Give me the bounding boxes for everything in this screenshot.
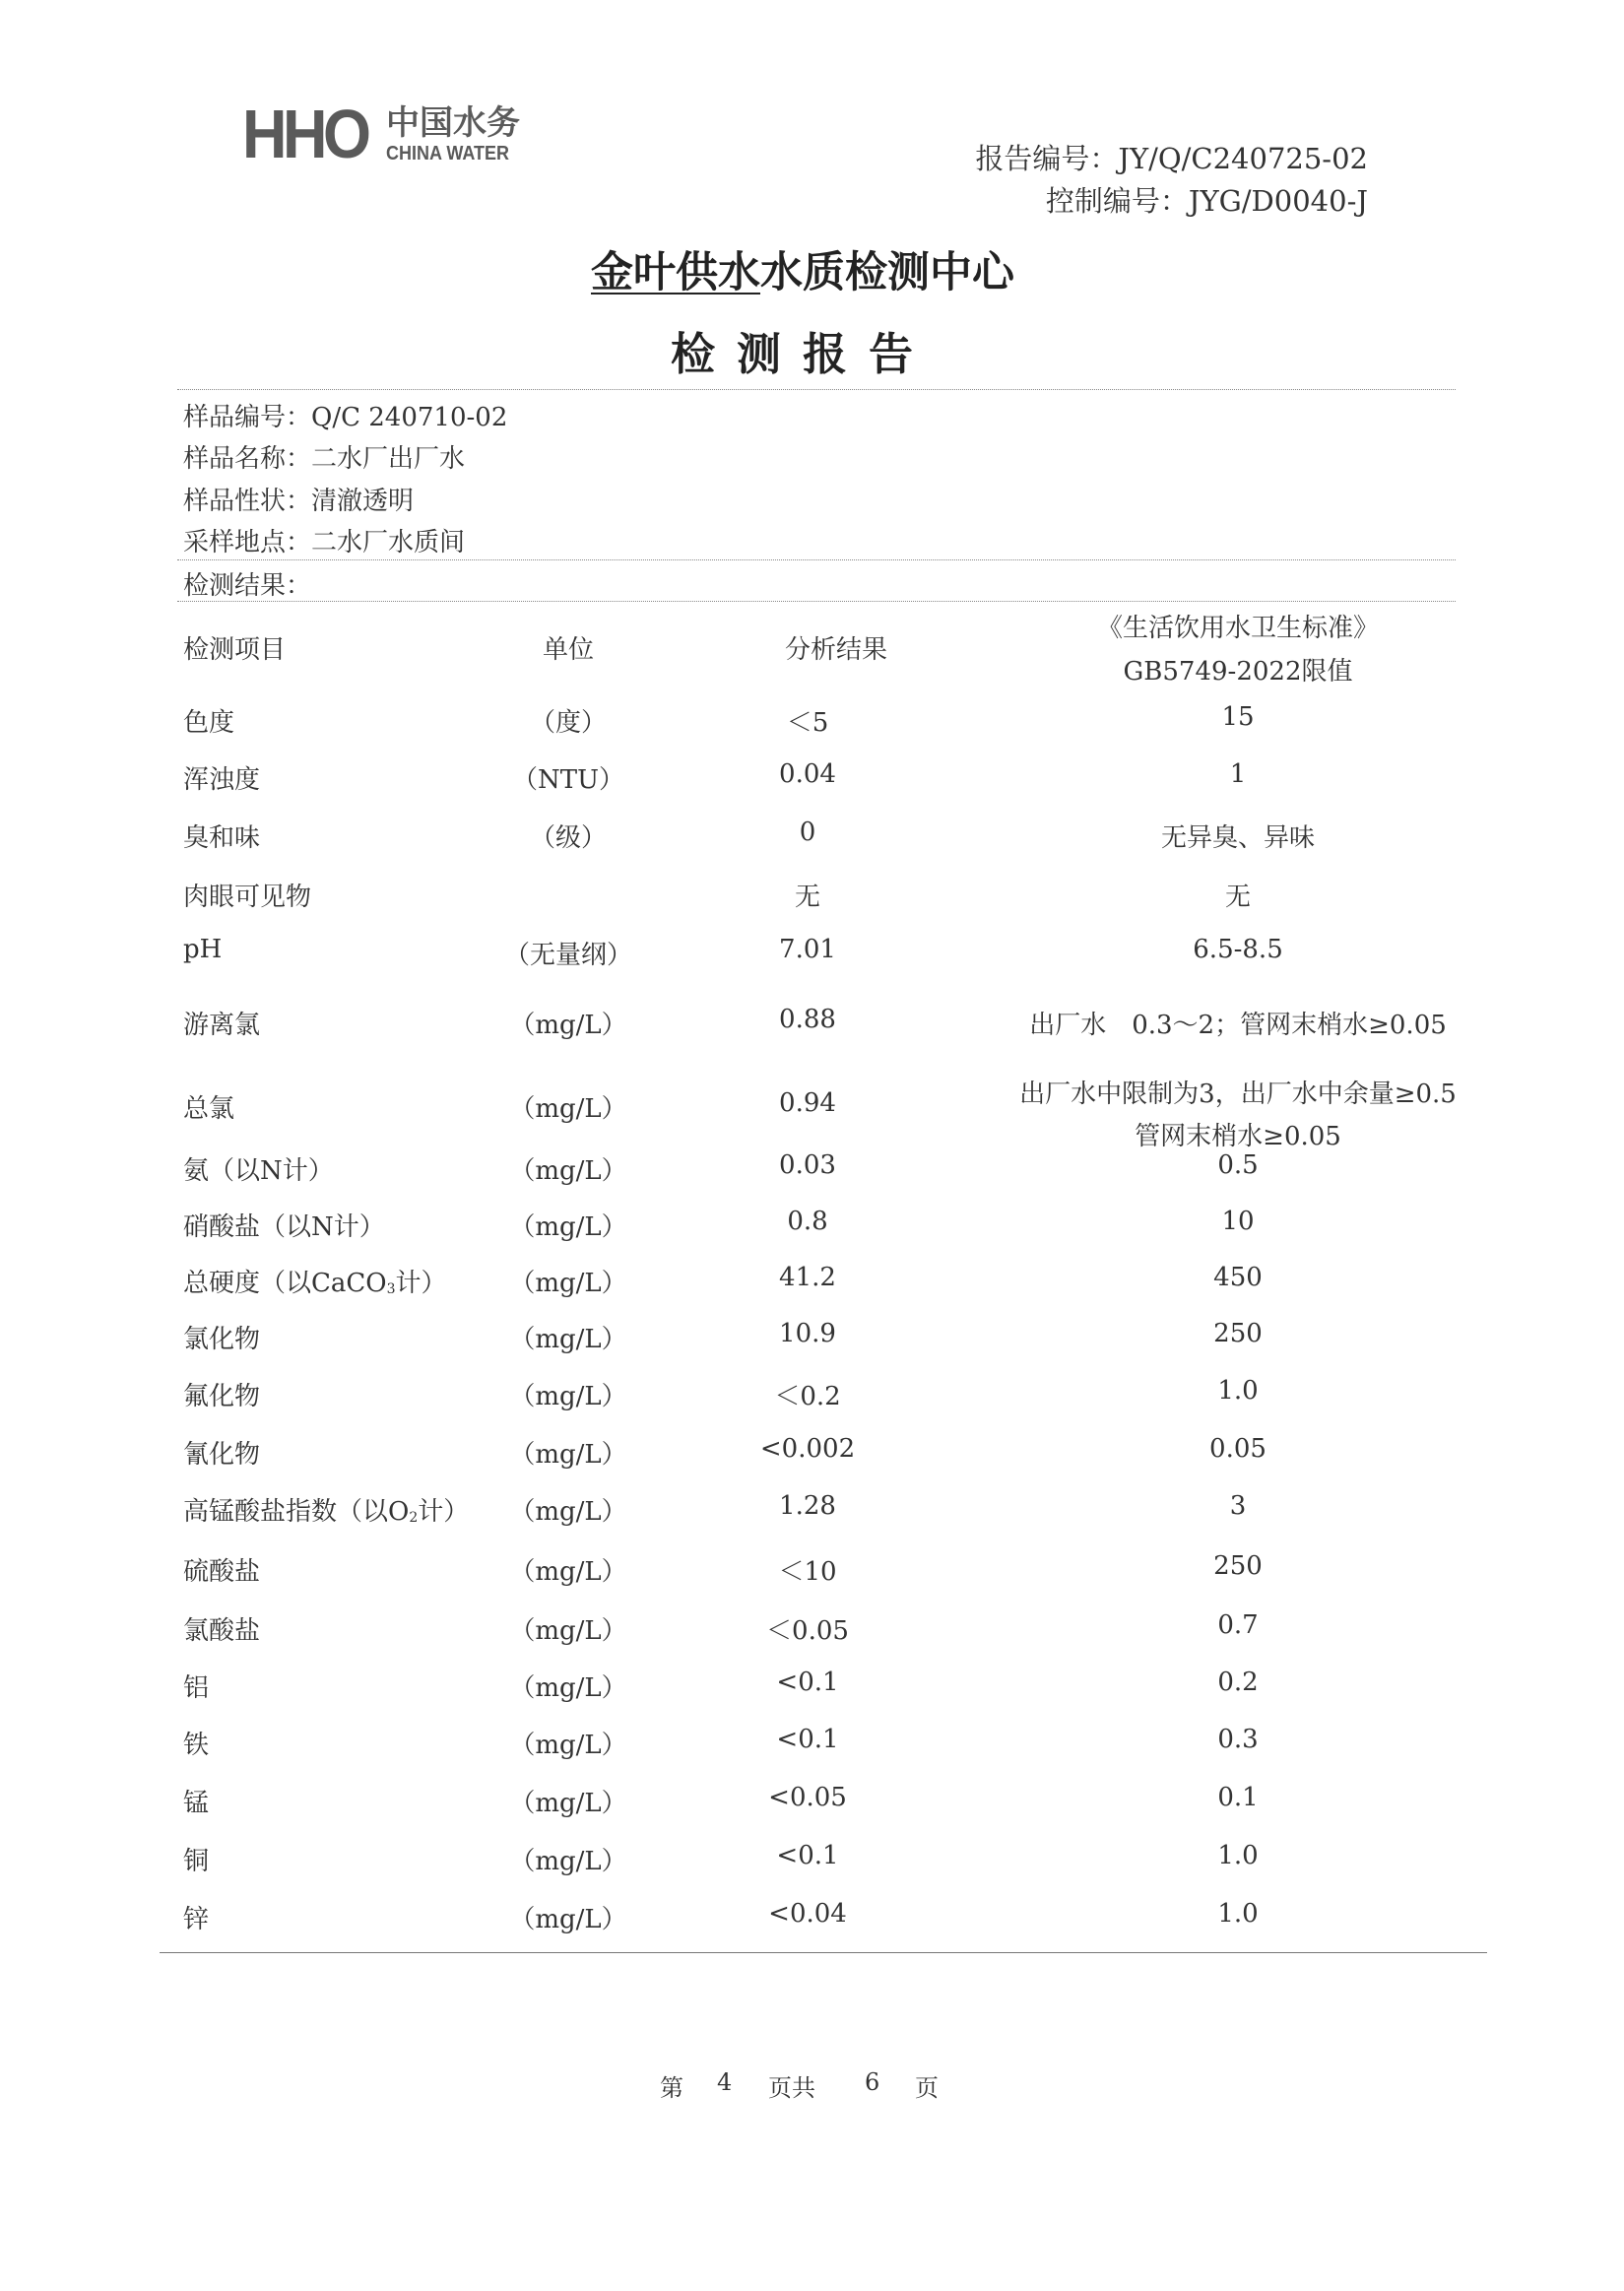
row-result: ＜0.05 (766, 1616, 849, 1646)
page-middle: 页共 (768, 2074, 815, 2102)
row-unit: （mg/L） (509, 1094, 627, 1124)
page-suffix: 页 (915, 2074, 939, 2102)
row-item: 铝 (183, 1673, 210, 1703)
row-limit: 0.1 (1217, 1783, 1259, 1812)
report-number: 报告编号：JY/Q/C240725-02 (975, 142, 1368, 175)
results-label: 检测结果： (183, 571, 312, 601)
row-unit: （mg/L） (509, 1673, 627, 1703)
row-item: 氟化物 (183, 1382, 261, 1411)
row-result: 10.9 (779, 1319, 836, 1348)
row-item: 硫酸盐 (183, 1557, 261, 1587)
rule-table-bottom (160, 1952, 1487, 1953)
row-item: 总氯 (183, 1094, 235, 1124)
row-limit: 250 (1213, 1551, 1263, 1581)
row-result: ＜0.2 (774, 1382, 841, 1411)
control-number: 控制编号：JYG/D0040-J (1045, 184, 1368, 218)
row-unit: （mg/L） (509, 1847, 627, 1876)
document-title: 检测报告 (670, 328, 935, 380)
row-result: 0 (799, 818, 816, 847)
row-item: 锰 (183, 1789, 210, 1818)
row-unit: （NTU） (511, 765, 625, 795)
row-limit: 无 (1224, 883, 1252, 912)
row-item (183, 1491, 469, 1528)
row-result: 0.8 (787, 1207, 828, 1236)
row-item-subscript: 3 (386, 1281, 396, 1297)
row-item: 游离氯 (183, 1011, 261, 1040)
sample-number: 样品编号：Q/C 240710-02 (183, 403, 508, 432)
page-total: 6 (865, 2068, 880, 2096)
row-result: 7.01 (779, 935, 836, 964)
row-item (183, 1263, 447, 1299)
row-limit: 无异臭、异味 (1160, 823, 1316, 853)
row-item: 臭和味 (183, 823, 261, 853)
row-item: 铁 (183, 1731, 210, 1760)
rule-before-results (177, 559, 1456, 560)
row-result: <0.05 (768, 1783, 847, 1812)
row-item-text-end: 计） (418, 1497, 470, 1527)
row-limit: 3 (1229, 1491, 1247, 1521)
company-logo (242, 98, 538, 177)
header-item: 检测项目 (183, 635, 287, 665)
row-item: 氰化物 (183, 1440, 261, 1470)
row-limit-line2: 管网末梢水≥0.05 (1135, 1122, 1341, 1151)
row-result: <0.1 (776, 1841, 839, 1870)
row-unit: （mg/L） (509, 1557, 627, 1587)
header-limit-code: GB5749-2022限值 (1123, 657, 1353, 687)
row-item-text: 总硬度（以CaCO (183, 1269, 387, 1298)
row-limit: 1.0 (1217, 1899, 1259, 1929)
header-limit-standard: 《生活饮用水卫生标准》 (1096, 614, 1380, 643)
row-limit: 450 (1213, 1263, 1263, 1292)
row-item: 硝酸盐（以N计） (183, 1212, 385, 1242)
organization-title-underlined: 金叶供水 (591, 248, 760, 297)
row-item-text: 高锰酸盐指数（以O (183, 1497, 410, 1527)
sampling-location: 采样地点：二水厂水质间 (183, 528, 466, 557)
organization-title-rest: 水质检测中心 (760, 248, 1014, 297)
row-limit: 250 (1213, 1319, 1263, 1348)
row-item: 色度 (183, 708, 235, 738)
page-number: 4 (717, 2068, 733, 2096)
row-limit: 0.7 (1217, 1610, 1259, 1640)
row-result: 1.28 (779, 1491, 836, 1521)
row-result: 0.88 (779, 1005, 836, 1034)
row-item: 肉眼可见物 (183, 883, 312, 912)
row-unit: （级） (529, 823, 608, 853)
row-result: <0.04 (768, 1899, 847, 1929)
row-unit: （度） (529, 708, 608, 738)
row-limit: 0.3 (1217, 1725, 1259, 1754)
logo-name-en: CHINA WATER (386, 143, 510, 164)
row-unit: （mg/L） (509, 1325, 627, 1354)
row-unit: （mg/L） (509, 1269, 627, 1298)
row-unit: （mg/L） (509, 1731, 627, 1760)
row-item: 锌 (183, 1905, 210, 1934)
row-item: 浑浊度 (183, 765, 261, 795)
organization-title (0, 239, 1605, 299)
page-prefix: 第 (660, 2074, 683, 2102)
row-result: <0.002 (759, 1434, 856, 1464)
logo-name-cn: 中国水务 (386, 103, 520, 143)
row-item: 铜 (183, 1847, 210, 1876)
row-item: 氨（以N计） (183, 1156, 334, 1186)
header-result: 分析结果 (784, 635, 888, 665)
row-item: 氯化物 (183, 1325, 261, 1354)
row-limit: 0.5 (1217, 1150, 1259, 1180)
row-result: ＜5 (786, 708, 829, 738)
rule-after-results (177, 601, 1456, 602)
row-unit: （mg/L） (509, 1011, 627, 1040)
row-result: 无 (794, 883, 821, 912)
row-result: <0.1 (776, 1725, 839, 1754)
row-unit: （mg/L） (509, 1789, 627, 1818)
row-unit: （mg/L） (509, 1440, 627, 1470)
row-item: pH (183, 935, 223, 964)
row-limit: 1 (1229, 759, 1247, 789)
row-unit: （mg/L） (509, 1382, 627, 1411)
row-limit: 0.2 (1217, 1668, 1259, 1697)
row-limit: 10 (1221, 1207, 1255, 1236)
row-result: 0.03 (779, 1150, 836, 1180)
row-item: 氯酸盐 (183, 1616, 261, 1646)
row-result: <0.1 (776, 1668, 839, 1697)
sample-appearance: 样品性状：清澈透明 (183, 487, 415, 516)
row-limit: 出厂水中限制为3，出厂水中余量≥0.5 (1019, 1080, 1457, 1109)
logo-mark: HHO (242, 96, 367, 172)
row-limit: 6.5-8.5 (1193, 935, 1283, 964)
row-unit: （mg/L） (509, 1156, 627, 1186)
row-limit: 15 (1221, 702, 1255, 732)
row-result: 0.94 (779, 1088, 836, 1118)
header-unit: 单位 (542, 635, 595, 665)
row-result: ＜10 (778, 1557, 837, 1587)
row-result: 41.2 (779, 1263, 836, 1292)
row-result: 0.04 (779, 759, 836, 789)
row-limit: 1.0 (1217, 1841, 1259, 1870)
row-item-subscript: 2 (409, 1510, 419, 1526)
row-unit: （mg/L） (509, 1905, 627, 1934)
rule-top (177, 389, 1456, 390)
row-limit: 0.05 (1209, 1434, 1267, 1464)
row-unit: （mg/L） (509, 1497, 627, 1527)
row-item-text-end: 计） (395, 1269, 447, 1298)
row-unit: （mg/L） (509, 1212, 627, 1242)
row-limit: 1.0 (1217, 1376, 1259, 1406)
row-limit: 出厂水 0.3～2；管网末梢水≥0.05 (1029, 1011, 1447, 1040)
sample-name: 样品名称：二水厂出厂水 (183, 444, 466, 474)
row-unit: （无量纲） (503, 941, 633, 970)
row-unit: （mg/L） (509, 1616, 627, 1646)
